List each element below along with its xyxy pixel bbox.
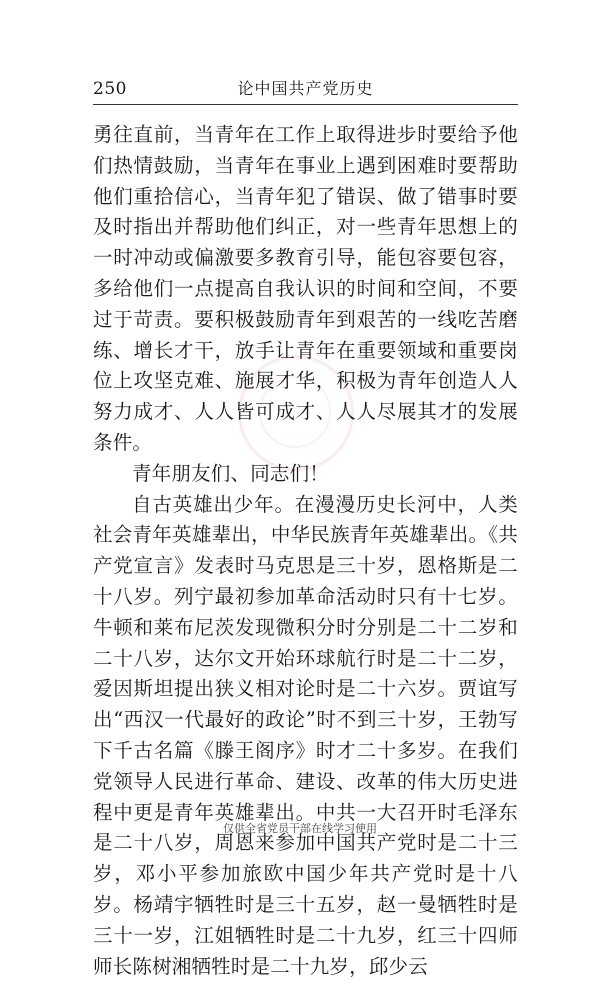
running-head-title: 论中国共产党历史 — [237, 79, 374, 98]
page-number: 250 — [93, 79, 127, 99]
paragraph-continued: 勇往直前，当青年在工作上取得进步时要给予他们热情鼓励，当青年在事业上遇到困难时要帮助他们重拾信心，当青年犯了错误、做了错事时要及时指出并帮助他们纠正，对一些青年思想上的一时冲动或偏激要多教育引导，能包容要包容，多给他们一点提高自我认识的时间和空间，不要过于苛责。要积极鼓励青年到艰苦的一线吃苦磨练、增长才干，放手让青年在重要领域和重要岗位上攻坚克难、施展才华，积极为青年创造人人努力成才、人人皆可成才、人人尽展其才的发展条件。 — [93, 123, 518, 454]
paragraph-salutation: 青年朋友们、同志们！ — [132, 461, 330, 485]
paragraph-heroes: 自古英雄出少年。在漫漫历史长河中，人类社会青年英雄辈出，中华民族青年英雄辈出。《共产党宣言》发表时马克思是三十岁，恩格斯是二十八岁。列宁最初参加革命活动时只有十七岁。牛顿和莱布尼茨发现微积分时分别是二十二岁和二十八岁，达尔文开始环球航行时是二十二岁，爱因斯坦提出狭义相对论时是二十六岁。贾谊写出“西汉一代最好的政论”时不到三十岁，王勃写下千古名篇《滕王阁序》时才二十多岁。在我们党领导人民进行革命、建设、改革的伟大历史进程中更是青年英雄辈出。中共一大召开时毛泽东是二十八岁，周恩来参加中国共产党时是二十三岁，邓小平参加旅欧中国少年共产党时是十八岁。杨靖宇牺牲时是三十五岁，赵一曼牺牲时是三十一岁，江姐牺牲时是二十九岁，红三十四师师长陈树湘牺牲时是二十九岁，邱少云 — [93, 492, 518, 978]
footer-notice: 仅供全省党员干部在线学习使用 — [223, 822, 377, 835]
header-divider — [93, 104, 518, 105]
page-header — [93, 78, 518, 104]
body-text — [93, 120, 518, 982]
